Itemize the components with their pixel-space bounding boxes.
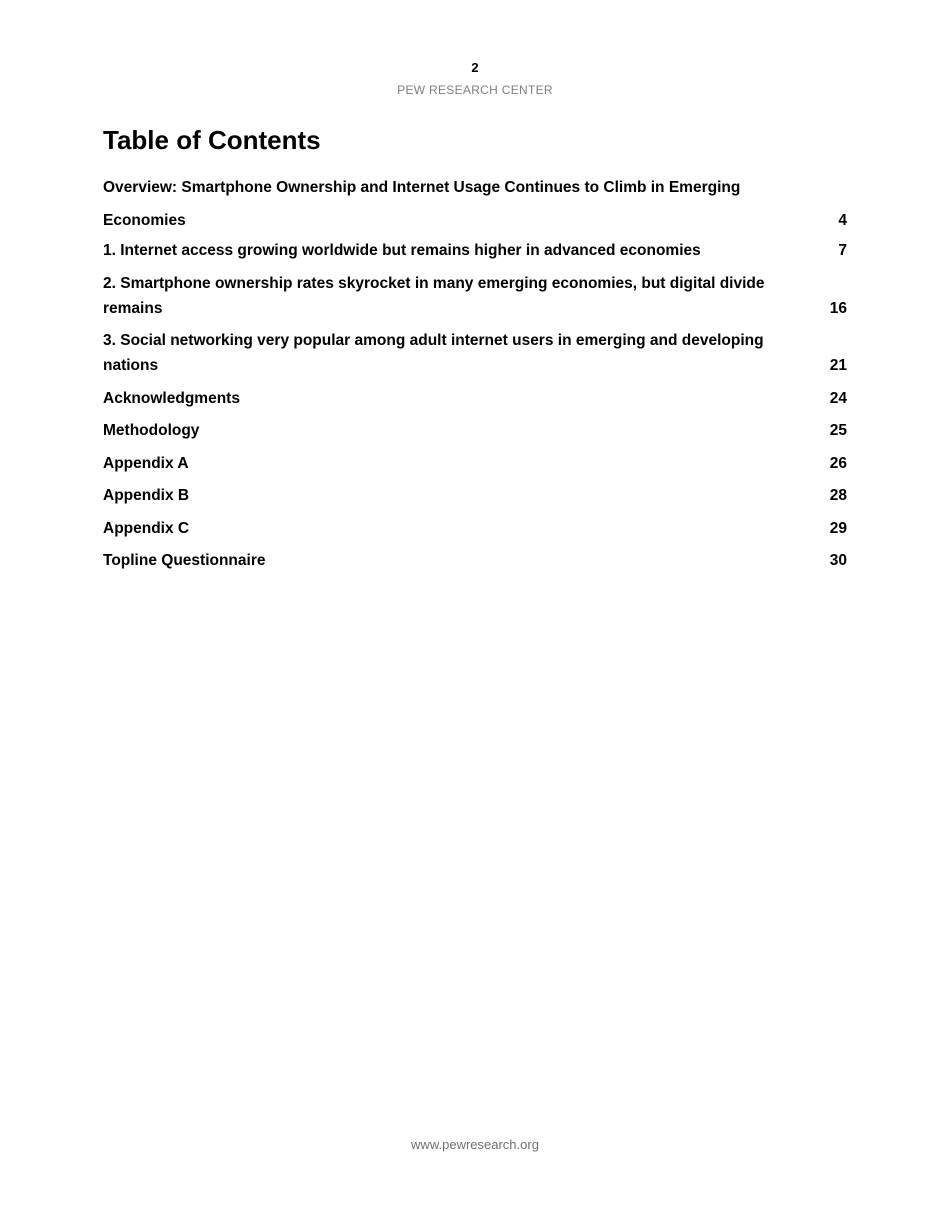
toc-entry-text: Topline Questionnaire xyxy=(103,552,266,569)
toc-title: Table of Contents xyxy=(103,125,321,155)
toc-entry-chapter-3[interactable] xyxy=(103,327,847,385)
toc-entry-page: 30 xyxy=(829,552,847,569)
toc-list xyxy=(103,172,847,580)
toc-entry-chapter-1[interactable] xyxy=(103,237,847,270)
toc-entry-text: Methodology xyxy=(103,422,200,439)
footer-url[interactable]: www.pewresearch.org xyxy=(411,1137,539,1152)
toc-entry-overview[interactable] xyxy=(103,172,847,237)
toc-entry-page: 7 xyxy=(838,242,847,259)
toc-entry-page: 29 xyxy=(829,519,847,537)
toc-entry-text: Appendix A xyxy=(103,454,189,472)
toc-entry-chapter-2[interactable] xyxy=(103,270,847,328)
toc-entry-text: 1. Internet access growing worldwide but remains higher in advanced economies xyxy=(103,242,701,259)
toc-entry-appendix-b[interactable] xyxy=(103,482,847,515)
toc-entry-text: 2. Smartphone ownership rates skyrocket in many emerging economies, but digital divide remains xyxy=(103,274,765,317)
toc-entry-methodology[interactable] xyxy=(103,417,847,450)
toc-entry-page: 26 xyxy=(829,454,847,472)
toc-entry-page: 24 xyxy=(829,389,847,407)
page-number: 2 xyxy=(471,60,479,75)
toc-entry-topline-questionnaire[interactable] xyxy=(103,547,847,580)
toc-entry-text: Acknowledgments xyxy=(103,389,240,407)
toc-entry-appendix-a[interactable] xyxy=(103,450,847,483)
toc-entry-page: 16 xyxy=(829,299,847,317)
toc-entry-appendix-c[interactable] xyxy=(103,515,847,548)
toc-entry-text: Appendix B xyxy=(103,487,190,504)
toc-entry-page: 21 xyxy=(829,357,847,374)
organization-name: PEW RESEARCH CENTER xyxy=(397,83,553,97)
toc-entry-text: 3. Social networking very popular among adult internet users in emerging and developing nations xyxy=(103,332,764,374)
toc-entry-text: Appendix C xyxy=(103,519,190,537)
toc-entry-page: 4 xyxy=(838,211,847,229)
toc-entry-acknowledgments[interactable] xyxy=(103,385,847,418)
toc-entry-text: Overview: Smartphone Ownership and Internet Usage Continues to Climb in Emerging Economies xyxy=(103,179,741,229)
toc-entry-page: 28 xyxy=(829,487,847,504)
toc-entry-page: 25 xyxy=(829,422,847,439)
